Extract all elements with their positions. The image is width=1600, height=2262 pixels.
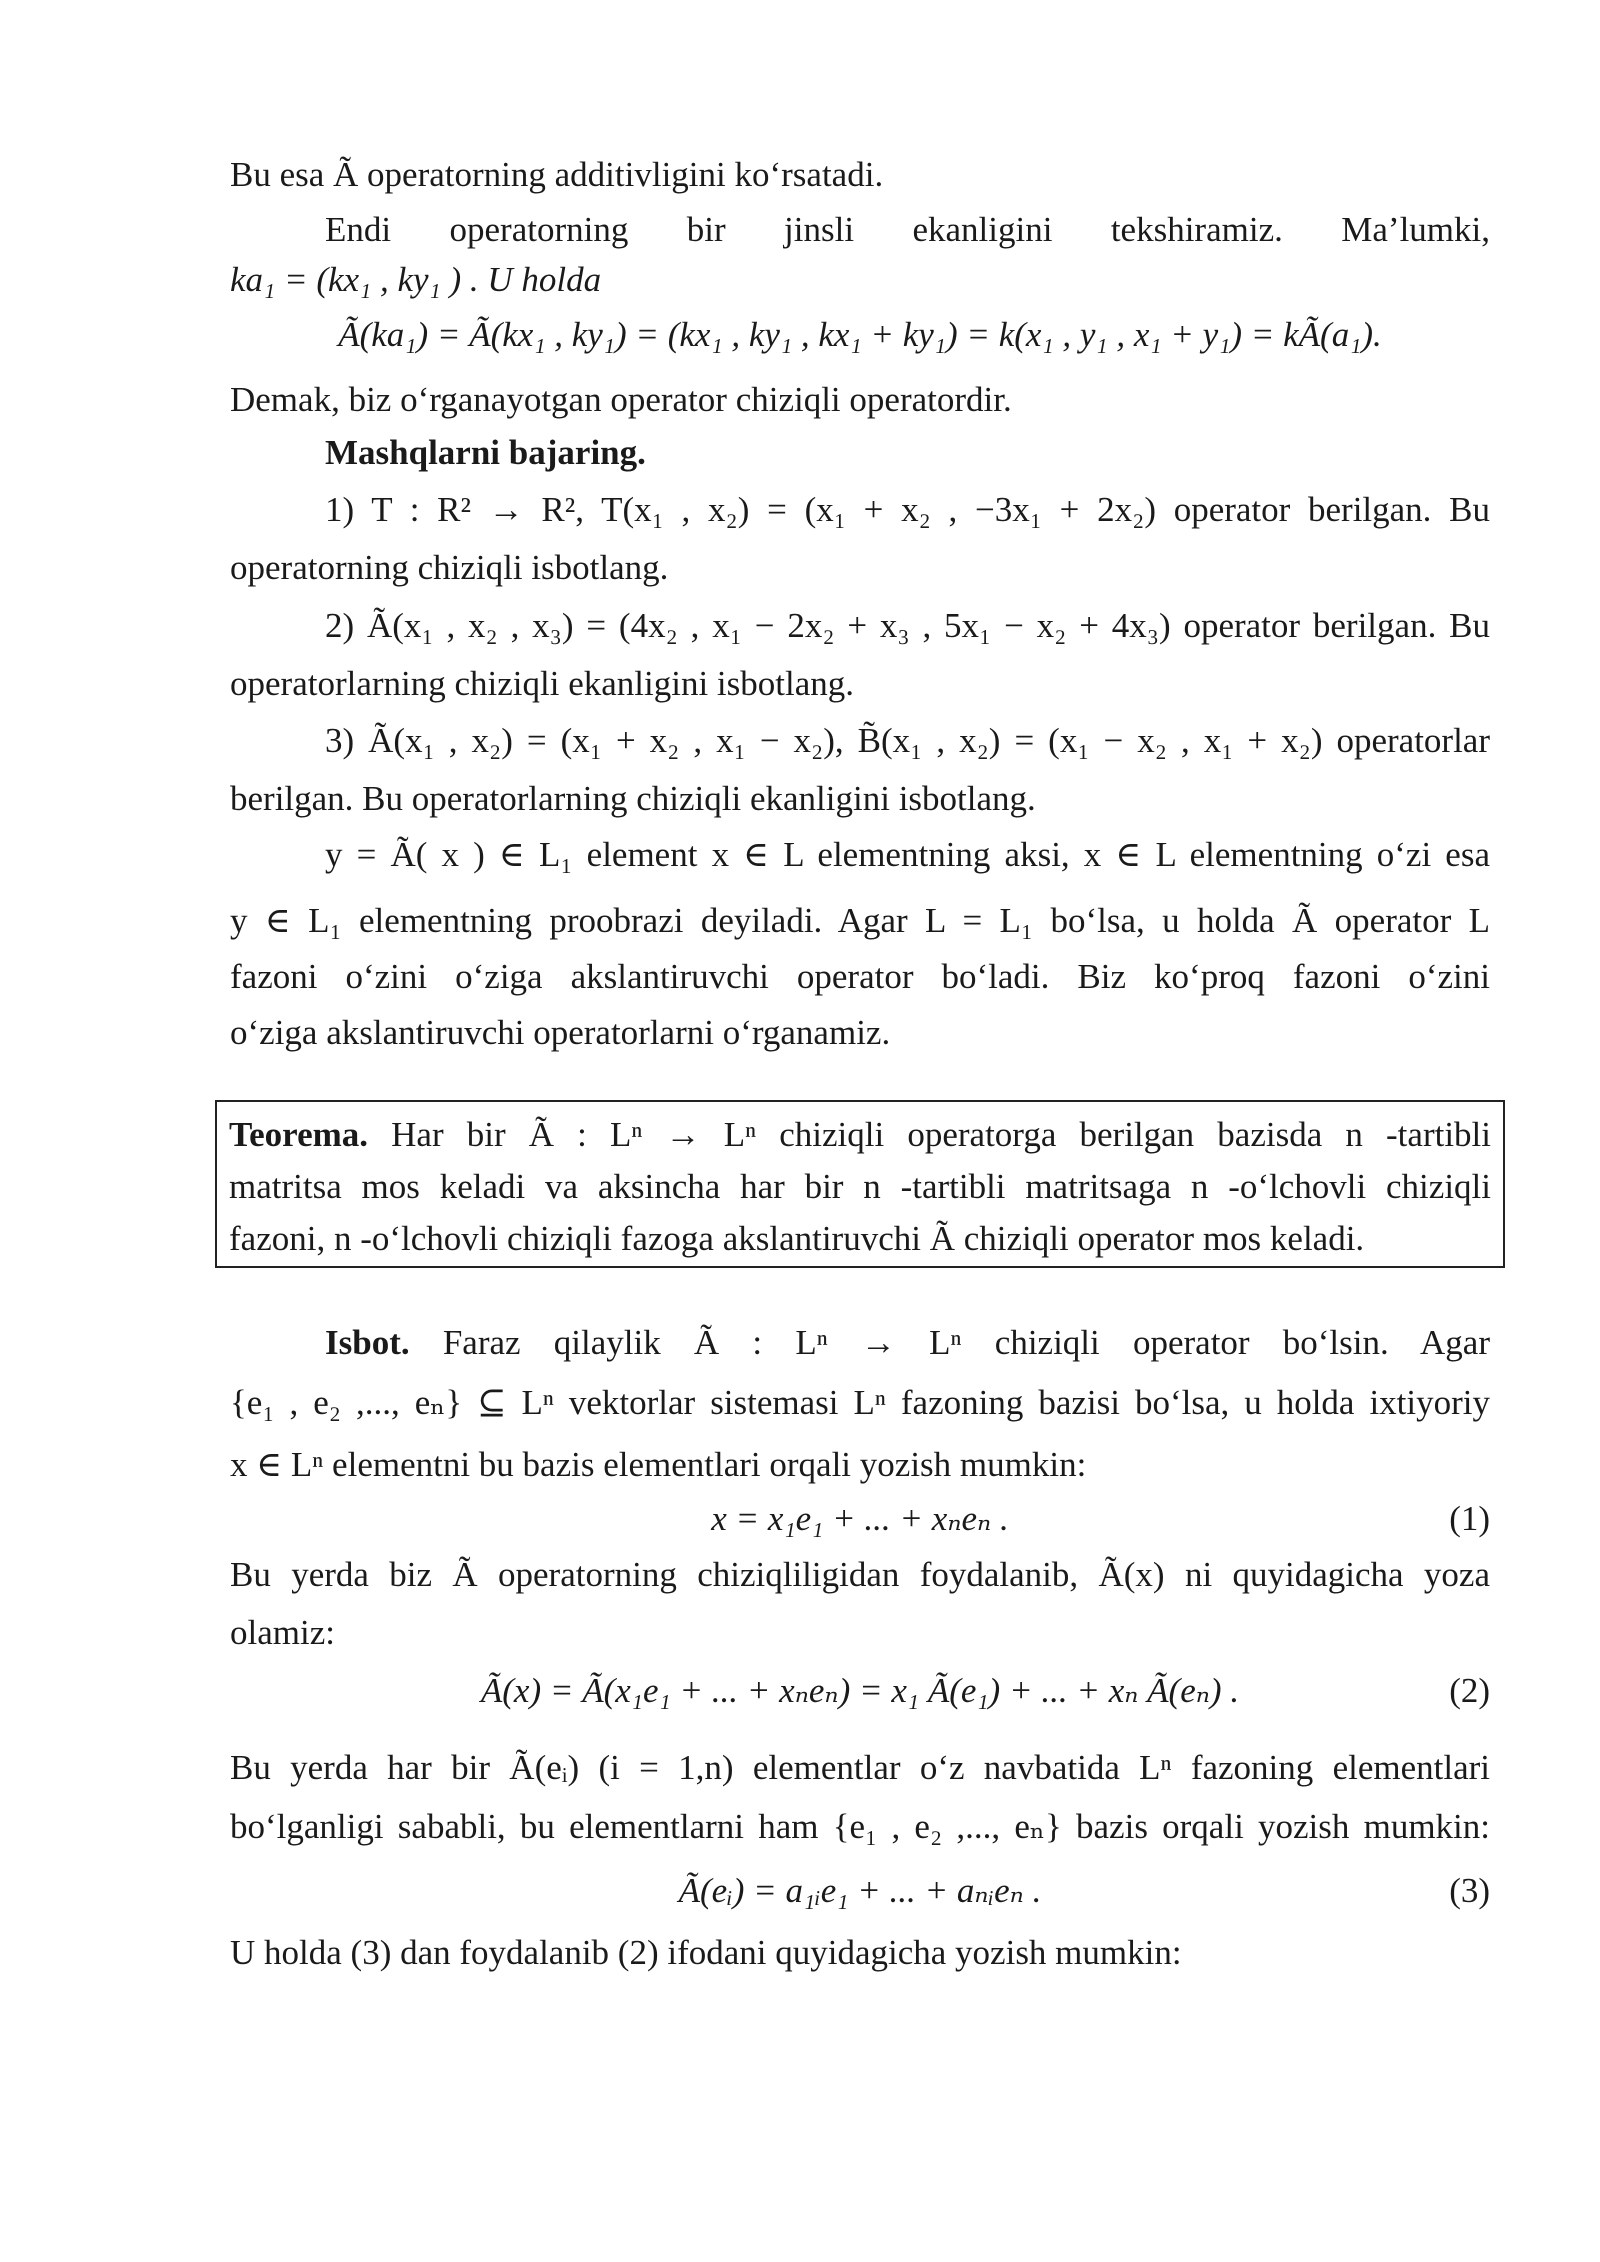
proof-line: x ∈ Lⁿ elementni bu bazis elementlari orqali yozish mumkin: bbox=[230, 1445, 1087, 1484]
theorem-box bbox=[215, 1100, 1505, 1268]
text-line: Endi operatorning bir jinsli ekanligini tekshiramiz. Ma’lumki, bbox=[325, 210, 1490, 249]
text-line: Demak, biz o‘rganayotgan operator chiziqli operatordir. bbox=[230, 380, 1012, 419]
equation-2 bbox=[230, 1668, 1490, 1714]
equation-2-text: Ã(x) = Ã(x₁e₁ + ... + xₙeₙ) = x₁ Ã(e₁) + ... + xₙ Ã(eₙ) . bbox=[480, 1671, 1240, 1710]
equation-3 bbox=[230, 1868, 1490, 1914]
theorem-label: Teorema. bbox=[229, 1115, 369, 1154]
theorem-line bbox=[229, 1112, 1491, 1158]
text-line: ka₁ = (kx₁ , ky₁ ) . U holda bbox=[230, 260, 602, 299]
formula-line: Ã(ka₁) = Ã(kx₁ , ky₁) = (kx₁ , ky₁ , kx₁ + ky₁) = k(x₁ , y₁ , x₁ + y₁) = kÃ(a₁). bbox=[338, 315, 1382, 354]
exercise-1: 1) T : R² → R², T(x₁ , x₂) = (x₁ + x₂ , −3x₁ + 2x₂) operator berilgan. Bu bbox=[325, 490, 1490, 529]
equation-number: (1) bbox=[1449, 1499, 1490, 1538]
equation-3-text: Ã(eᵢ) = a₁ᵢe₁ + ... + aₙᵢeₙ . bbox=[678, 1871, 1042, 1910]
equation-number: (3) bbox=[1449, 1871, 1490, 1910]
proof-line: U holda (3) dan foydalanib (2) ifodani quyidagicha yozish mumkin: bbox=[230, 1933, 1182, 1972]
exercise-2: 2) Ã(x₁ , x₂ , x₃) = (4x₂ , x₁ − 2x₂ + x₃ , 5x₁ − x₂ + 4x₃) operator berilgan. Bu bbox=[325, 606, 1490, 645]
theorem-line: fazoni, n -o‘lchovli chiziqli fazoga akslantiruvchi Ã chiziqli operator mos keladi. bbox=[229, 1219, 1365, 1258]
proof-label: Isbot. bbox=[325, 1323, 410, 1362]
text-line: fazoni o‘zini o‘ziga akslantiruvchi operator bo‘ladi. Biz ko‘proq fazoni o‘zini bbox=[230, 957, 1490, 996]
text-line: berilgan. Bu operatorlarning chiziqli ekanligini isbotlang. bbox=[230, 779, 1036, 818]
text-line: o‘ziga akslantiruvchi operatorlarni o‘rganamiz. bbox=[230, 1013, 891, 1052]
text-line: y = Ã( x ) ∈ L₁ element x ∈ L elementning aksi, x ∈ L elementning o‘zi esa bbox=[325, 835, 1490, 874]
equation-1-text: x = x₁e₁ + ... + xₙeₙ . bbox=[711, 1499, 1009, 1538]
proof-line: Bu yerda biz Ã operatorning chiziqliligidan foydalanib, Ã(x) ni quyidagicha yoza bbox=[230, 1555, 1490, 1594]
proof-line: bo‘lganligi sababli, bu elementlarni ham {e₁ , e₂ ,..., eₙ} bazis orqali yozish mumkin: bbox=[230, 1807, 1490, 1846]
equation-1 bbox=[230, 1496, 1490, 1542]
proof-line: {e₁ , e₂ ,..., eₙ} ⊆ Lⁿ vektorlar sistemasi Lⁿ fazoning bazisi bo‘lsa, u holda ixtiyoriy bbox=[230, 1383, 1490, 1422]
text-line: y ∈ L₁ elementning proobrazi deyiladi. Agar L = L₁ bo‘lsa, u holda Ã operator L bbox=[230, 901, 1490, 940]
theorem-line: matritsa mos keladi va aksincha har bir n -tartibli matritsaga n -o‘lchovli chiziqli bbox=[229, 1167, 1491, 1206]
theorem-text: Har bir Ã : Lⁿ → Lⁿ chiziqli operatorga berilgan bazisda n -tartibli bbox=[391, 1115, 1491, 1154]
proof-line: Bu yerda har bir Ã(eᵢ) (i = 1,n) elementlar o‘z navbatida Lⁿ fazoning elementlari bbox=[230, 1748, 1490, 1787]
proof-line: olamiz: bbox=[230, 1613, 335, 1652]
proof-line bbox=[325, 1320, 1490, 1366]
text-line: operatorning chiziqli isbotlang. bbox=[230, 548, 669, 587]
proof-text: Faraz qilaylik Ã : Lⁿ → Lⁿ chiziqli operator bo‘lsin. Agar bbox=[442, 1323, 1490, 1362]
text-line: operatorlarning chiziqli ekanligini isbotlang. bbox=[230, 664, 855, 703]
text-line: Bu esa Ã operatorning additivligini ko‘rsatadi. bbox=[230, 155, 884, 194]
equation-number: (2) bbox=[1449, 1671, 1490, 1710]
section-heading: Mashqlarni bajaring. bbox=[325, 433, 646, 472]
exercise-3: 3) Ã(x₁ , x₂) = (x₁ + x₂ , x₁ − x₂), B̃(x₁ , x₂) = (x₁ − x₂ , x₁ + x₂) operatorlar bbox=[325, 721, 1490, 760]
